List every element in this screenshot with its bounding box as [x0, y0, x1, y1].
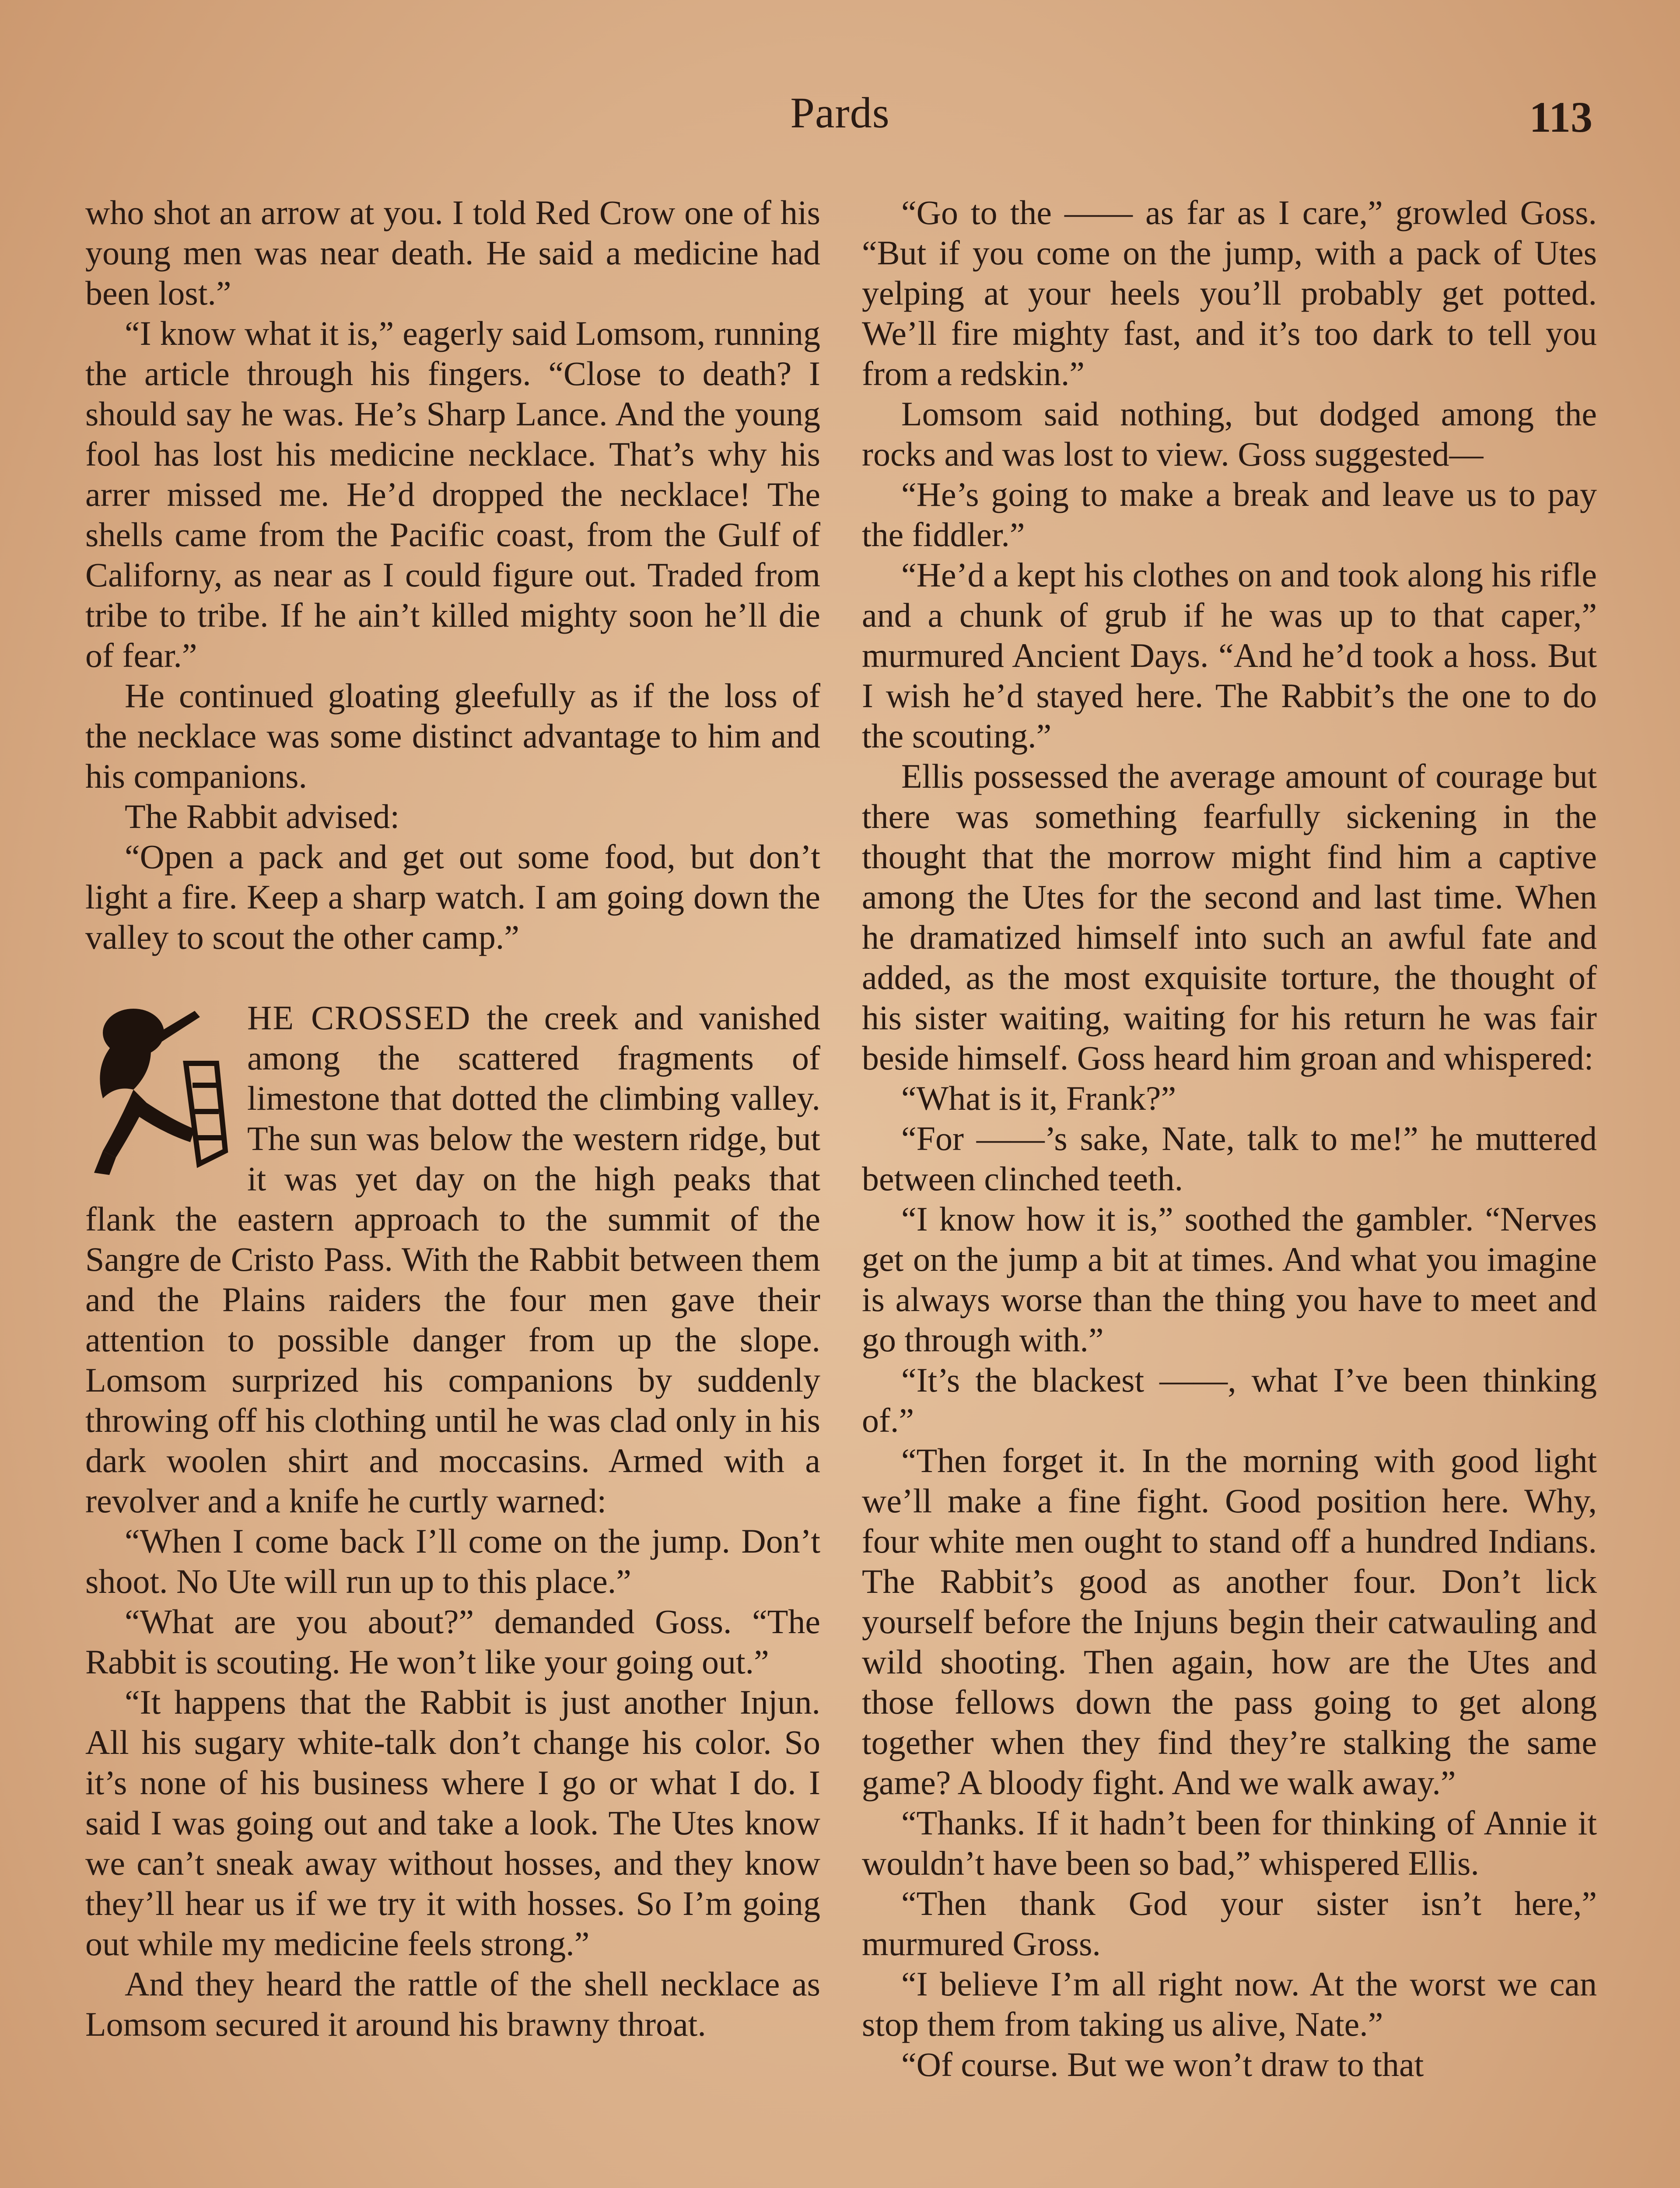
paragraph: “Thanks. If it hadn’t been for thinking of Annie it wouldn’t have been so bad,” whispered Ellis. — [862, 1804, 1597, 1882]
paragraph: “Go to the —— as far as I care,” growled Goss. “But if you come on the jump, with a pack of Utes yelping at your heels you’ll probably get potted. We’ll fire mighty fast, and it’s too dark to tell you from a redskin.” — [862, 193, 1597, 393]
paragraph: “I know how it is,” soothed the gambler. “Nerves get on the jump a bit at times. And what you imagine is always worse than the thing you have to meet and go through with.” — [862, 1200, 1597, 1359]
paragraph: The Rabbit advised: — [125, 797, 400, 835]
paragraph: “For ——’s sake, Nate, talk to me!” he muttered between clinched teeth. — [862, 1119, 1597, 1198]
dropcap-lead: HE CROSSED — [247, 999, 471, 1037]
paragraph: “Of course. But we won’t draw to that — [901, 2045, 1424, 2083]
page-number: 113 — [1529, 93, 1592, 141]
paragraph: “What is it, Frank?” — [901, 1079, 1176, 1117]
paragraph: “When I come back I’ll come on the jump. Don’t shoot. No Ute will run up to this place.” — [85, 1522, 820, 1600]
paragraph: “He’d a kept his clothes on and took along his rifle and a chunk of grub if he was up to that caper,” murmured Ancient Days. “And he’d took a hoss. But I wish he’d stayed here. The Rabbit’s the one to do the scouting.” — [862, 556, 1597, 755]
paragraph: “Then thank God your sister isn’t here,” murmured Gross. — [862, 1884, 1597, 1963]
paragraph: “What are you about?” demanded Goss. “The Rabbit is scouting. He won’t like your going out.” — [85, 1602, 820, 1681]
right-column — [862, 193, 1597, 2085]
paragraph: “I know what it is,” eagerly said Lomsom, running the article through his fingers. “Close to death? I should say he was. He’s Sharp Lance. And the young fool has lost his medicine necklace. That’s why his arrer missed me. He’d dropped the necklace! The shells came from the Pacific coast, from the Gulf of Californy, as near as I could figure out. Traded from tribe to tribe. If he ain’t killed mighty soon he’ll die of fear.” — [85, 314, 820, 674]
section-start — [85, 998, 820, 1521]
paragraph: “Open a pack and get out some food, but don’t light a fire. Keep a sharp watch. I am going down the valley to scout the other camp.” — [85, 838, 820, 956]
paragraph-text: the creek and vanished among the scattered fragments of limestone that dotted the climbing valley. The sun was below the western ridge, but it was yet day on the high peaks that flank the eastern approach to the summit of the Sangre de Cristo Pass. With the Rabbit between them and the Plains raiders the four men gave their attention to possible danger from up the slope. Lomsom surprized his companions by suddenly throwing off his clothing until he was clad only in his dark woolen shirt and moccasins. Armed with a revolver and a knife he curtly warned: — [85, 999, 821, 1520]
paragraph: “It’s the blackest ——, what I’ve been thinking of.” — [862, 1361, 1597, 1439]
paragraph: Lomsom said nothing, but dodged among the rocks and was lost to view. Goss suggested— — [862, 395, 1597, 473]
paragraph: He continued gloating gleefully as if the loss of the necklace was some distinct advantage to him and his companions. — [85, 677, 820, 795]
left-column — [85, 193, 820, 2044]
paragraph: “I believe I’m all right now. At the worst we can stop them from taking us alive, Nate.” — [862, 1965, 1597, 2043]
page-title: Pards — [790, 88, 890, 137]
paragraph: Ellis possessed the average amount of courage but there was something fearfully sickening in the thought that the morrow might find him a captive among the Utes for the second and last time. When he dramatized himself into such an awful fate and added, as the most exquisite torture, the thought of his sister waiting, waiting for his return he was fair beside himself. Goss heard him groan and whispered: — [862, 757, 1597, 1077]
paragraph: “Then forget it. In the morning with good light we’ll make a fine fight. Good position here. Why, four white men ought to stand off a hundred Indians. The Rabbit’s good as another four. Don’t lick yourself before the Injuns begin their catwauling and wild shooting. Then again, how are the Utes and those fellows down the pass going to get along together when they find they’re stalking the same game? A bloody fight. And we walk away.” — [862, 1441, 1597, 1802]
paragraph: And they heard the rattle of the shell necklace as Lomsom secured it around his brawny throat. — [85, 1965, 820, 2043]
paragraph: “It happens that the Rabbit is just another Injun. All his sugary white-talk don’t change his color. So it’s none of his business where I go or what I do. I said I was going out and take a look. The Utes know we can’t sneak away without hosses, and they know they’ll hear us if we try it with hosses. So I’m going out while my medicine feels strong.” — [85, 1683, 820, 1963]
paragraph: “He’s going to make a break and leave us to pay the fiddler.” — [862, 475, 1597, 554]
indian-warrior-silhouette-icon — [85, 998, 234, 1182]
paragraph: who shot an arrow at you. I told Red Crow one of his young men was near death. He said a medicine had been lost.” — [85, 193, 820, 312]
